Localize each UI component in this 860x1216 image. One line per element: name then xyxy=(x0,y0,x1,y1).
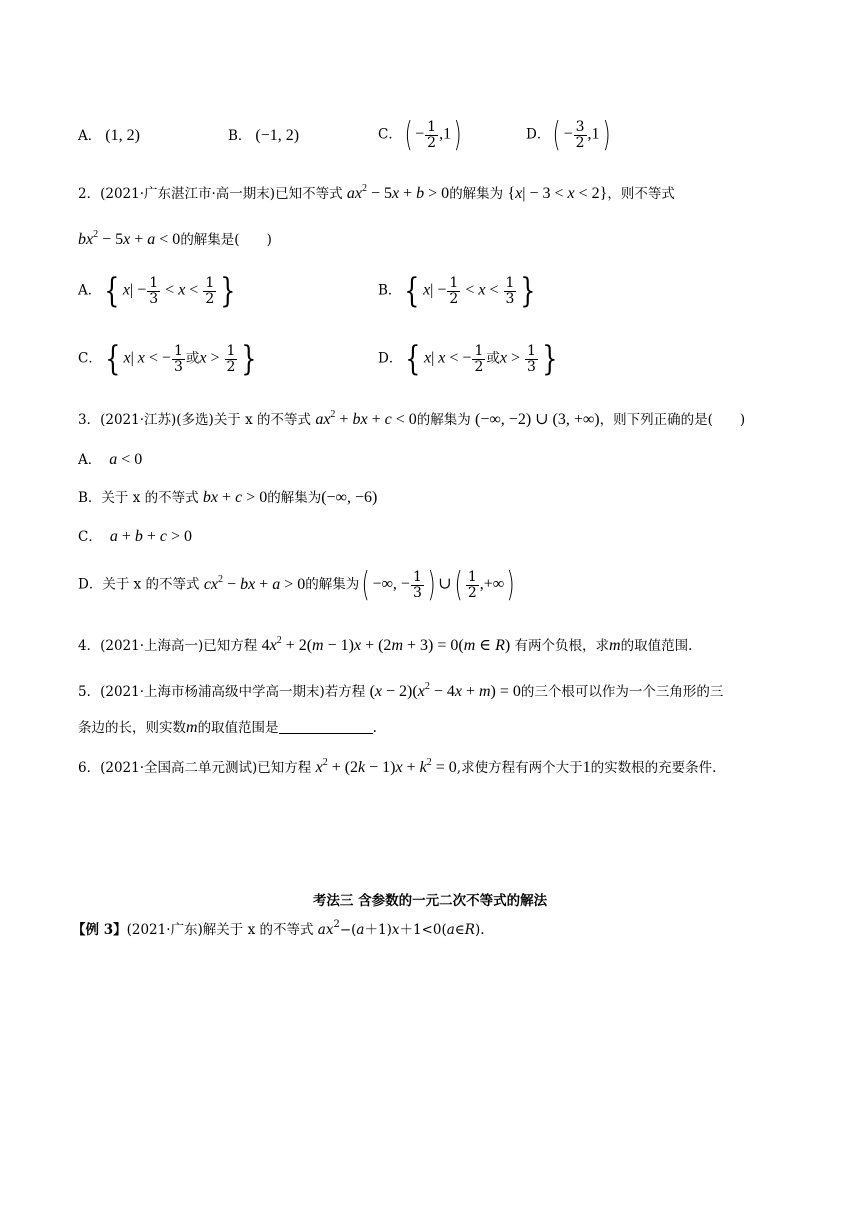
q3-option-b: B．关于 x 的不等式 bx + c > 0的解集为(−∞, −6) xyxy=(78,489,378,506)
answer-blank xyxy=(279,719,373,734)
q2-option-d: D．{ x| x < − $\frac{1}{2}$ 或x > $\frac{1}{3}$ } xyxy=(378,339,558,379)
example-3: 【例 3】(2021·广东)解关于 x 的不等式 $ax^2-(a+1)x+1<0(a\in R)$. xyxy=(72,919,485,938)
question-5-line1: 5．(2021·上海市杨浦高级中学高一期末)若方程 $(x - 2)(x^2 - 4x + m) = 0$的三个根可以作为一个三角形的三 xyxy=(78,681,724,700)
q3-option-c: C． a + b + c > 0 xyxy=(78,528,193,545)
q1-option-b: B． (−1, 2) xyxy=(228,127,300,144)
q1-option-a: A． (1, 2) xyxy=(78,127,140,144)
q2-option-c: C．{ x| x < − $\frac{1}{3}$ 或x > $\frac{1}{2}$ } xyxy=(78,339,257,379)
q3-option-d: D．关于 x 的不等式 $cx^2$ − bx + a > 0的解集为( −∞, − $\frac{1}{3}$ ) ∪( $\frac{1}{2}$ ,+∞) xyxy=(78,565,515,605)
q1-option-c: C．( − $\frac{1}{2}$ ,1) xyxy=(378,115,462,155)
question-2-line2: $bx^2 - 5x + a < 0$的解集是( ) xyxy=(78,229,272,248)
q2-option-b: B．{ x| − $\frac{1}{2}$ < x < $\frac{1}{3}$ } xyxy=(378,271,536,311)
q2-option-a: A．{ x| − $\frac{1}{3}$ < x < $\frac{1}{2}$ } xyxy=(78,271,236,311)
question-4: 4．(2021·上海高一)已知方程 $4x^2 + 2(m - 1)x + (2m + 3) = 0(m$ ∈ R) 有两个负根，求m的取值范围. xyxy=(78,635,693,654)
question-5-line2: 条边的长，则实数m的取值范围是 . xyxy=(78,719,377,736)
question-2-line1: 2．(2021·广东湛江市·高一期末)已知不等式 $ax^2 - 5x + b > 0$的解集为 {x| − 3 < x < 2}，则不等式 xyxy=(78,183,675,202)
question-3: 3．(2021·江苏)(多选)关于 x 的不等式 $ax^2$ + bx + c < 0的解集为 (−∞, −2) ∪ (3, +∞)，则下列正确的是( ) xyxy=(78,409,746,428)
q3-option-a: A． a < 0 xyxy=(78,451,143,468)
q1-option-d: D．( − $\frac{3}{2}$ ,1) xyxy=(526,115,611,155)
question-6: 6．(2021·全国高二单元测试)已知方程 $x^2 + (2k - 1)x + k^2 = 0$,求使方程有两个大于1的实数根的充要条件. xyxy=(78,757,717,776)
section-title: 考法三 含参数的一元二次不等式的解法 xyxy=(312,893,548,909)
